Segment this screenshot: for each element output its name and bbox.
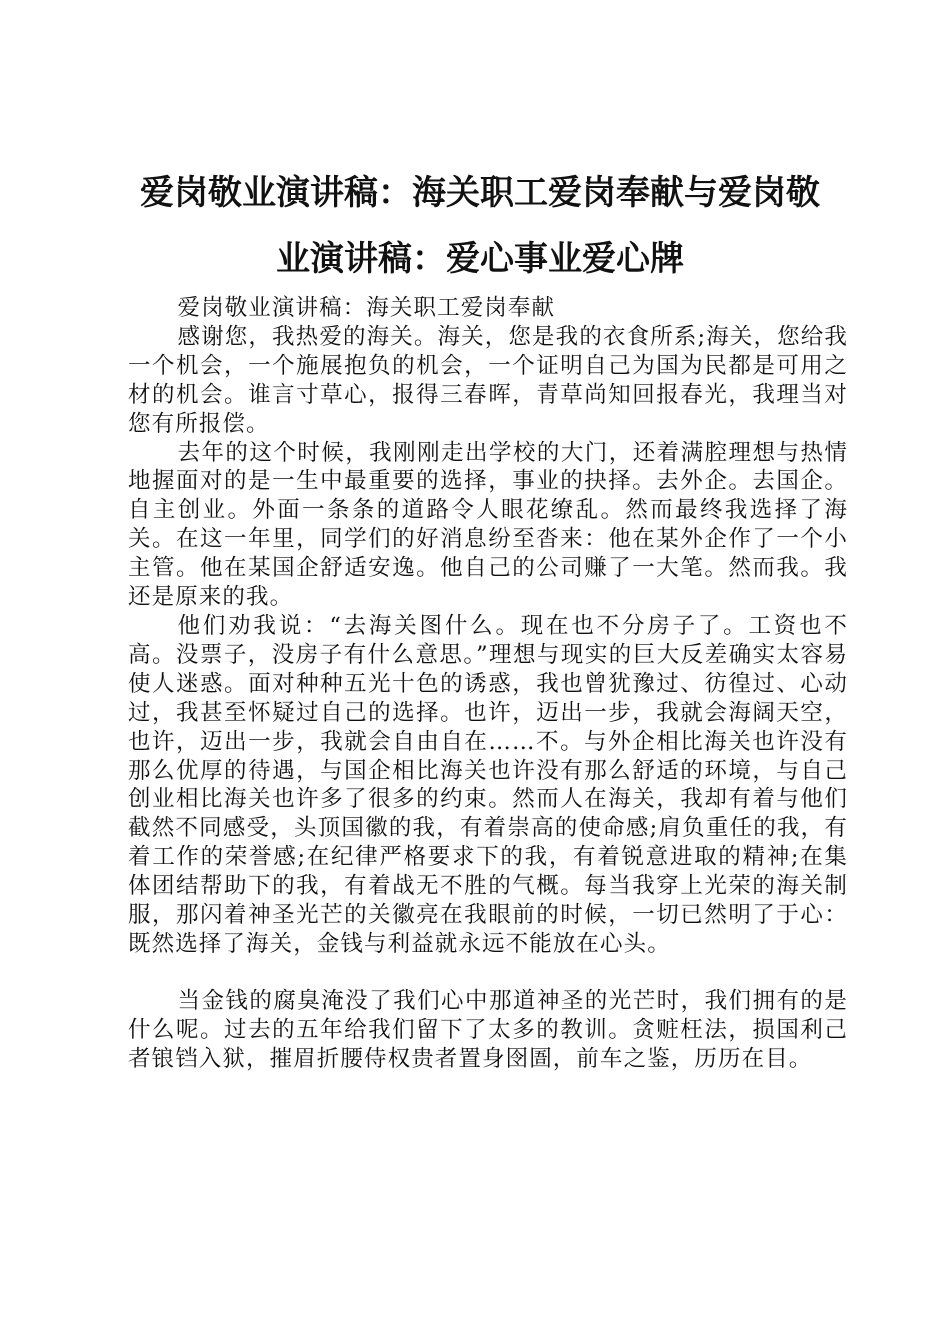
- body-paragraph: 感谢您，我热爱的海关。海关，您是我的衣食所系;海关，您给我一个机会，一个施展抱负的机会，一个证明自己为国为民都是可用之材的机会。谁言寸草心，报得三春晖，青草尚知回报春光，我理当对您有所报偿。: [128, 323, 848, 437]
- document-body: [128, 294, 848, 1074]
- title-line-1: 爱岗敬业演讲稿：海关职工爱岗奉献与爱岗敬: [140, 173, 820, 213]
- body-paragraph: 去年的这个时候，我刚刚走出学校的大门，还着满腔理想与热情地握面对的是一生中最重要的选择，事业的抉择。去外企。去国企。自主创业。外面一条条的道路令人眼花缭乱。然而最终我选择了海关。在这一年里，同学们的好消息纷至沓来：他在某外企作了一个小主管。他在某国企舒适安逸。他自己的公司赚了一大笔。然而我。我还是原来的我。: [128, 439, 848, 611]
- title-line-2: 业演讲稿：爱心事业爱心牌: [276, 239, 684, 279]
- subtitle-paragraph: 爱岗敬业演讲稿：海关职工爱岗奉献: [177, 295, 556, 321]
- body-paragraph: 当金钱的腐臭淹没了我们心中那道神圣的光芒时，我们拥有的是什么呢。过去的五年给我们留下了太多的教训。贪赃枉法，损国利己者锒铛入狱，摧眉折腰侍权贵者置身囹圄，前车之鉴，历历在目。: [128, 987, 848, 1072]
- body-paragraph: 他们劝我说：“去海关图什么。现在也不分房子了。工资也不高。没票子，没房子有什么意思。”理想与现实的巨大反差确实太容易使人迷惑。面对种种五光十色的诱惑，我也曾犹豫过、彷徨过、心动过，我甚至怀疑过自己的选择。也许，迈出一步，我就会海阔天空，也许，迈出一步，我就会自由自在……不。与外企相比海关也许没有那么优厚的待遇，与国企相比海关也许没有那么舒适的环境，与自己创业相比海关也许多了很多的约束。然而人在海关，我却有着与他们截然不同感受，头顶国徽的我，有着崇高的使命感;肩负重任的我，有着工作的荣誉感;在纪律严格要求下的我，有着锐意进取的精神;在集体团结帮助下的我，有着战无不胜的气概。每当我穿上光荣的海关制服，那闪着神圣光芒的关徽亮在我眼前的时候，一切已然明了于心：既然选择了海关，金钱与利益就永远不能放在心头。: [128, 612, 848, 957]
- document-title: [100, 160, 860, 292]
